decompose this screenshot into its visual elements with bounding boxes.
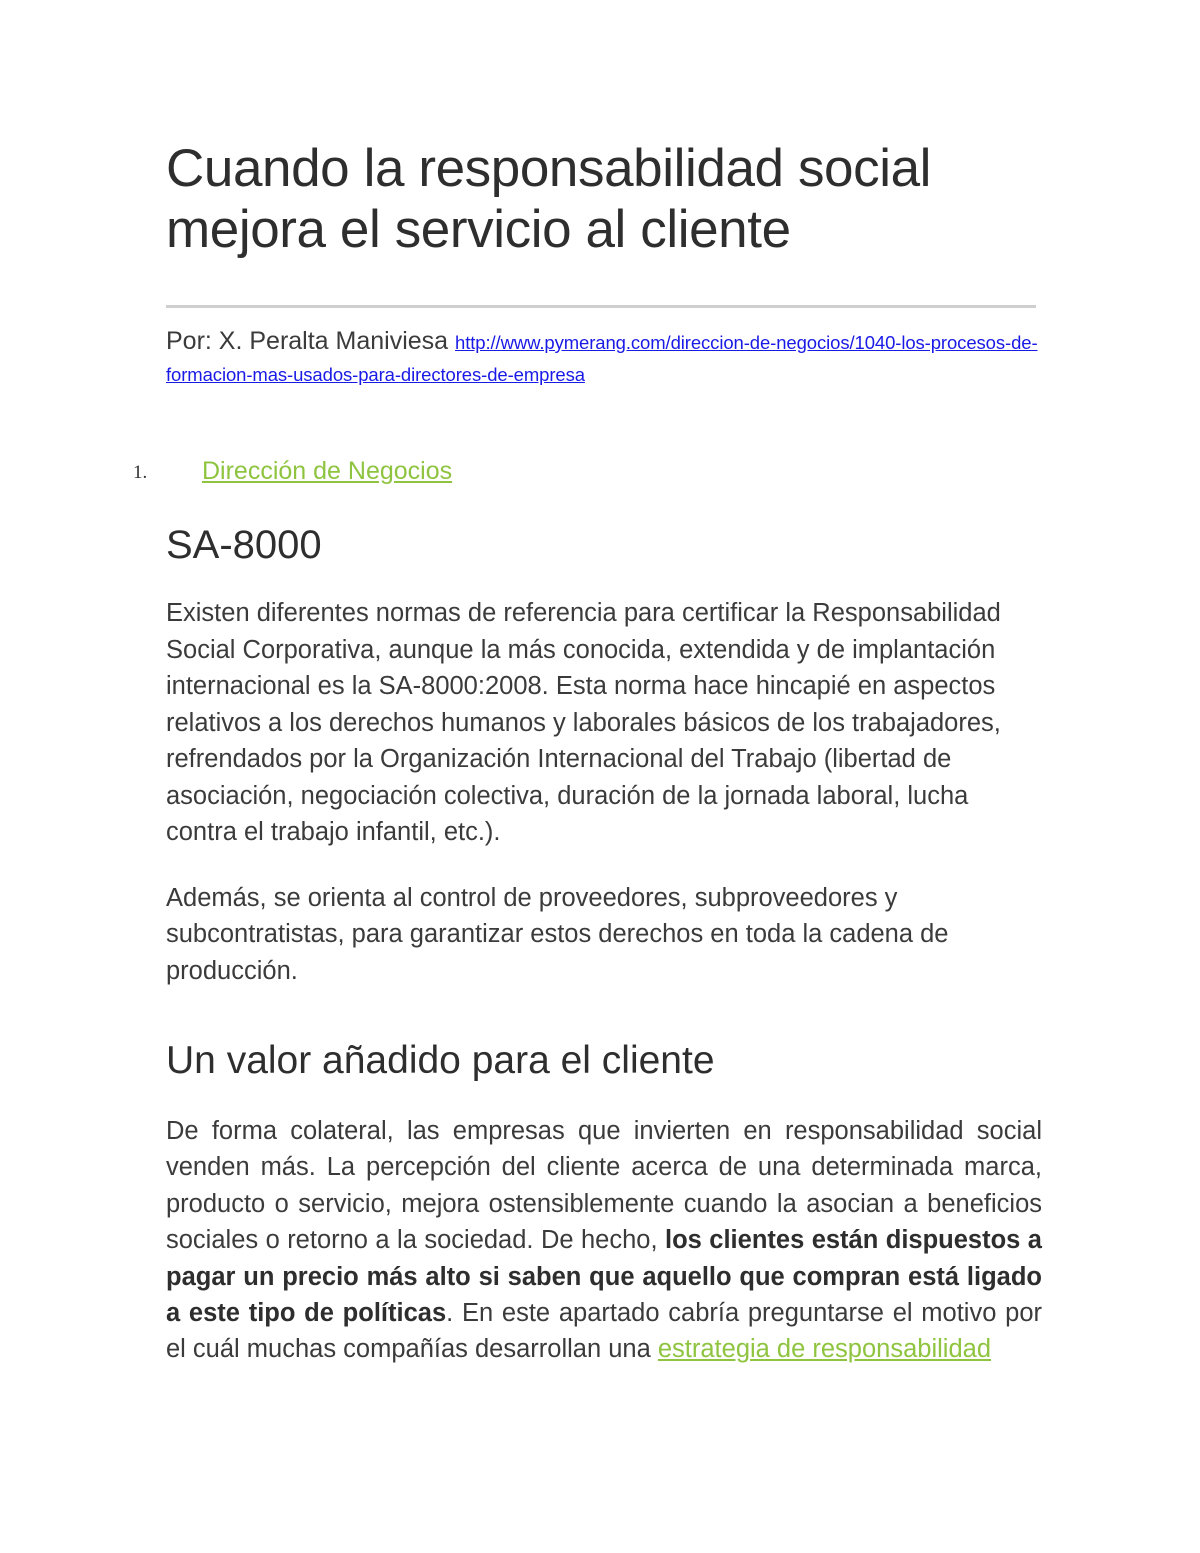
byline-author: Por: X. Peralta Maniviesa <box>166 326 456 355</box>
numbered-list <box>133 455 1036 488</box>
estrategia-responsabilidad-link[interactable]: estrategia de responsabilidad <box>657 1335 992 1364</box>
title-divider <box>166 305 1036 308</box>
section2-paragraph <box>166 1113 1042 1368</box>
section-heading-sa8000: SA-8000 <box>166 523 322 568</box>
section-heading-valor-anadido: Un valor añadido para el cliente <box>166 1038 715 1082</box>
list-item <box>133 455 1036 488</box>
byline <box>166 325 1041 389</box>
section2-text-lead: De forma colateral, las empresas que invierten en responsabilidad social venden más. La percepción del cliente acerca de una determinada marca, producto o servicio, mejora ostensiblemente cuando la asocian a beneficios sociales o retorno a la sociedad. De hecho, <box>166 1116 1042 1255</box>
page-title: Cuando la responsabilidad social mejora el servicio al cliente <box>166 139 932 260</box>
section2-bold-emphasis: los clientes están dispuestos a pagar un precio más alto si saben que aquello que compran está ligado a este tipo de políticas <box>166 1226 1042 1328</box>
list-item-marker: 1. <box>133 461 148 483</box>
section2-text-tail: . En este apartado cabría preguntarse el motivo por el cuál muchas compañías desarrollan una <box>166 1299 1043 1364</box>
document-content <box>133 0 1043 1368</box>
direccion-de-negocios-link[interactable]: Dirección de Negocios <box>202 456 453 485</box>
source-url-link[interactable]: http://www.pymerang.com/direccion-de-negocios/1040-los-procesos-de-formacion-mas-usados-para-directores-de-empresa <box>166 331 1038 385</box>
section1-paragraph-1: Existen diferentes normas de referencia para certificar la Responsabilidad Social Corporativa, aunque la más conocida, extendida y de implantación internacional es la SA-8000:2008. Esta norma hace hincapié en aspectos relativos a los derechos humanos y laborales básicos de los trabajadores, refrendados por la Organización Internacional del Trabajo (libertad de asociación, negociación colectiva, duración de la jornada laboral, lucha contra el trabajo infantil, etc.). <box>166 599 1001 847</box>
section1-paragraph-2: Además, se orienta al control de proveedores, subproveedores y subcontratistas, para garantizar estos derechos en toda la cadena de producción. <box>166 883 949 985</box>
